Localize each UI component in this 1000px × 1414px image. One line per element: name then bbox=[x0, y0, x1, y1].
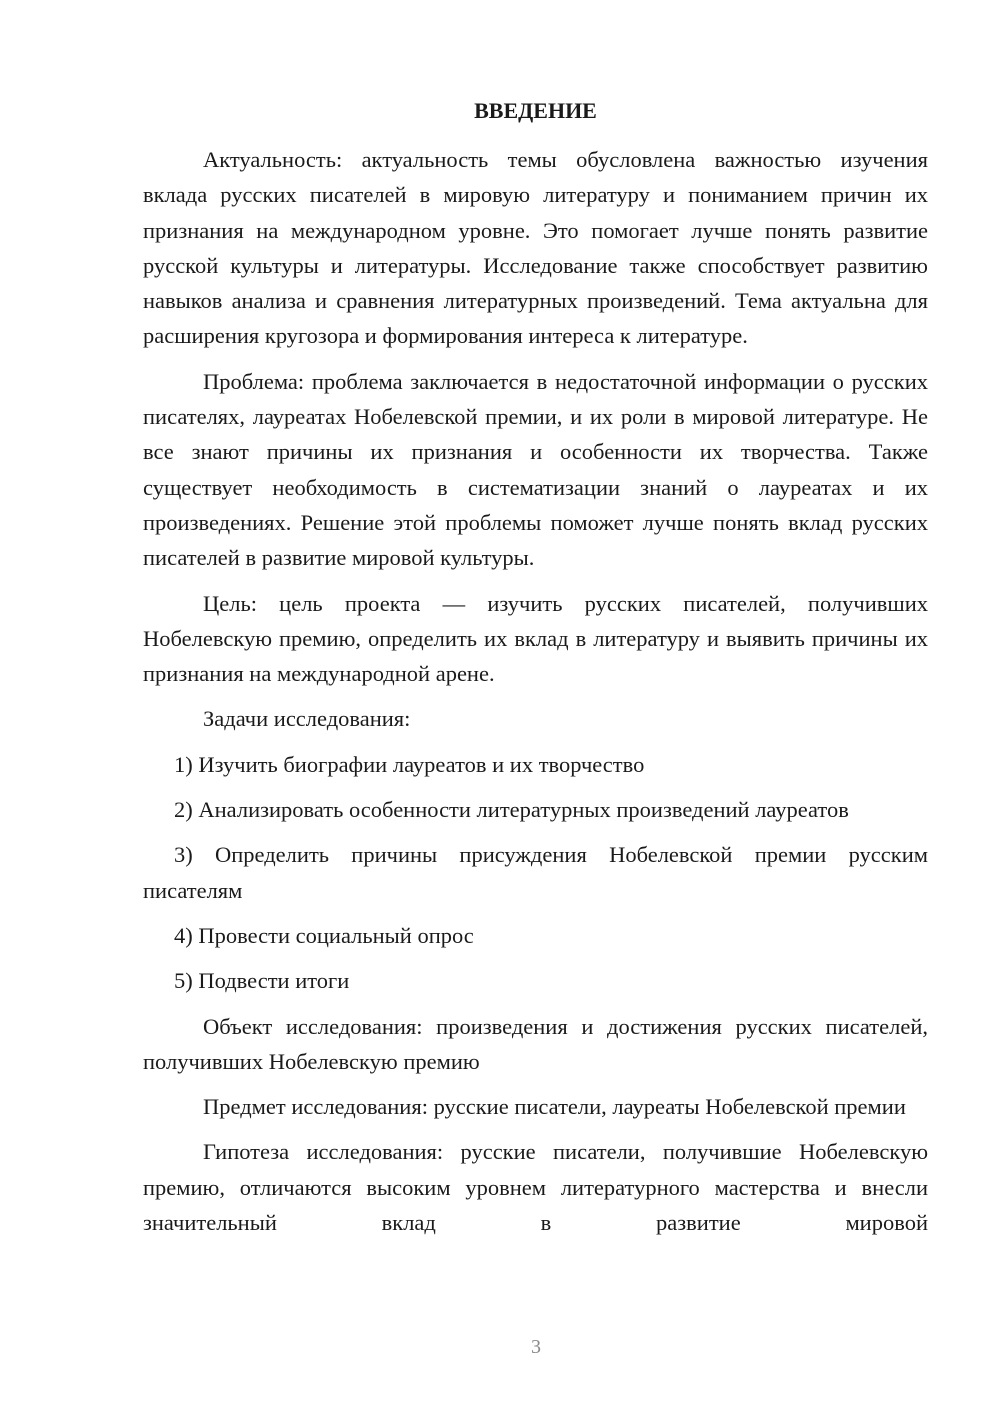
task-item: 1) Изучить биографии лауреатов и их творчество bbox=[174, 751, 645, 777]
paragraph-goal: Цель: цель проекта — изучить русских писателей, получивших Нобелевскую премию, определить их вклад в литературу и выявить причины их признания на международной арене. bbox=[143, 590, 928, 687]
tasks-heading: Задачи исследования: bbox=[203, 706, 411, 732]
task-item: 2) Анализировать особенности литературных произведений лауреатов bbox=[174, 797, 849, 823]
task-item: 3) Определить причины присуждения Нобелевской премии русским писателям bbox=[143, 842, 928, 903]
paragraph-hypothesis: Гипотеза исследования: русские писатели, получившие Нобелевскую премию, отличаются высоким уровнем литературного мастерства и внесли значительный вклад в развитие мировой bbox=[143, 1139, 928, 1236]
paragraph-relevance: Актуальность: актуальность темы обусловлена важностью изучения вклада русских писателей в мировую литературу и пониманием причин их признания на международном уровне. Это помогает лучше понять развитие русской культуры и литературы. Исследование также способствует развитию навыков анализа и сравнения литературных произведений. Тема актуальна для расширения кругозора и формирования интереса к литературе. bbox=[143, 147, 928, 349]
task-item: 4) Провести социальный опрос bbox=[174, 922, 474, 948]
document-body bbox=[143, 142, 928, 1250]
paragraph-problem: Проблема: проблема заключается в недостаточной информации о русских писателях, лауреатах Нобелевской премии, и их роли в мировой литературе. Не все знают причины их признания и особенности их творчества. Также существует необходимость в систематизации знаний о лауреатах и их произведениях. Решение этой проблемы поможет лучше понять вклад русских писателей в развитие мировой культуры. bbox=[143, 368, 928, 571]
paragraph-subject: Предмет исследования: русские писатели, лауреаты Нобелевской премии bbox=[203, 1094, 906, 1120]
page-title: ВВЕДЕНИЕ bbox=[474, 98, 597, 123]
task-item: 5) Подвести итоги bbox=[174, 968, 350, 994]
page-number: 3 bbox=[531, 1336, 541, 1358]
paragraph-object: Объект исследования: произведения и достижения русских писателей, получивших Нобелевскую премию bbox=[143, 1013, 928, 1074]
